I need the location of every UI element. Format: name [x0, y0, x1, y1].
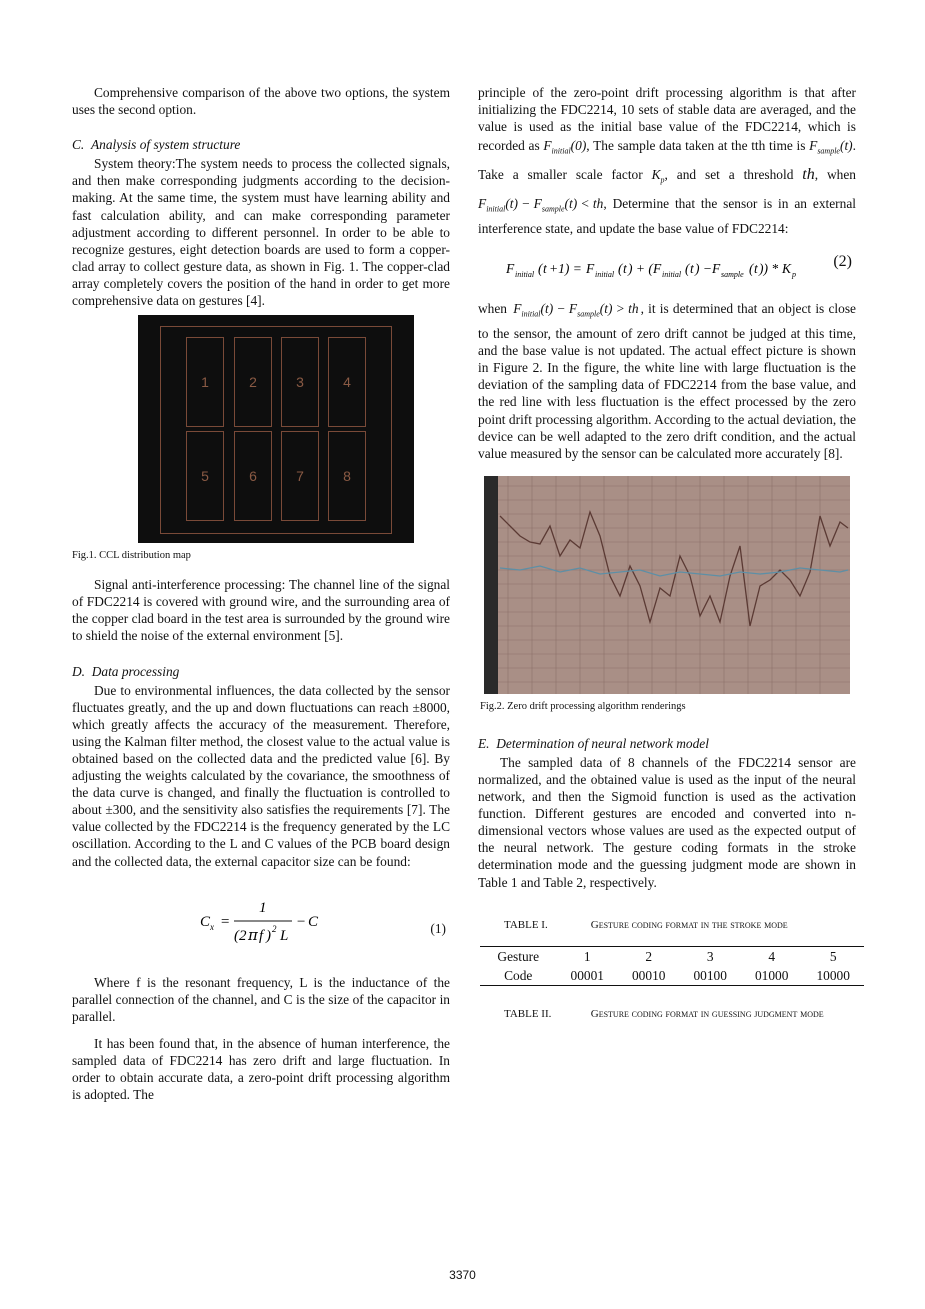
svg-text:(2: (2	[234, 927, 247, 944]
svg-text:sample: sample	[721, 270, 744, 280]
svg-text:1: 1	[259, 899, 267, 916]
table-cell: 4	[741, 946, 802, 966]
svg-text:t: t	[754, 261, 758, 277]
formula-f-sample-t: $F_{sample}(t)$	[809, 138, 853, 156]
equation-1-number: (1)	[430, 920, 446, 936]
principle-paragraph	[478, 84, 856, 237]
svg-text:p: p	[792, 270, 796, 280]
svg-text:C: C	[200, 913, 211, 930]
equation-2	[478, 237, 856, 299]
table-cell: 00010	[618, 966, 679, 986]
page-number: 3370	[449, 1268, 476, 1282]
table-2-number: TABLE II.	[504, 1007, 552, 1020]
svg-text:initial: initial	[595, 270, 615, 280]
equation-1-formula	[192, 892, 452, 952]
table-cell: Gesture	[480, 946, 557, 966]
ccl-pad-1: 1	[186, 337, 224, 427]
zero-drift-chart	[484, 476, 850, 694]
table-cell: 3	[679, 946, 740, 966]
table-cell: Code	[480, 966, 557, 986]
equation-2-number: (2)	[833, 253, 852, 271]
when-text-b: , it is determined that an object is close to the sensor, the amount of zero drift cannot be judged at this time, and the base value is not updated. The actual effect picture is shown in Figure 2. In the figure, the white line with large fluctuation is the deviation of the sampling data of FDC2214 from the base value, and the red line with less fluctuation is the effect processed by the zero point drift processing algorithm. According to the actual deviation, the device can be well adapted to the zero drift condition, and the actual value measured by the sensor can be calculated more accurately [8].	[478, 301, 856, 461]
svg-text:f: f	[259, 927, 264, 944]
where-paragraph: Where f is the resonant frequency, L is the inductance of the parallel connection of the channel, and C is the size of the capacitor in parallel.	[72, 974, 450, 1024]
table-cell: 00100	[679, 966, 740, 986]
principle-text-f: , Determine that the sensor is in an external interference state, and update the base value of FDC2214:	[478, 195, 856, 237]
principle-text-e: , when	[814, 166, 856, 182]
ccl-pad-3: 3	[281, 337, 319, 427]
ccl-pad-4: 4	[328, 337, 366, 427]
principle-text-b: , The sample data taken at the tth time is	[586, 138, 806, 154]
table-1-code-row	[480, 966, 864, 986]
neural-network-paragraph: The sampled data of 8 channels of the FDC2214 sensor are normalized, and the obtained value is used as the input of the neural network, and then the Sigmoid function is used as the activation function. Different gestures are encoded and converted into n-dimensional vectors whose values are used as the expected output of the neural network. The gesture coding formats in the stroke determination mode and the guessing judgment mode are shown in Table 1 and Table 2, respectively.	[478, 754, 856, 890]
formula-f-initial-0: $F_{initial}(0)$	[543, 138, 587, 156]
intro-paragraph: Comprehensive comparison of the above two options, the system uses the second option.	[72, 85, 450, 118]
svg-text:F: F	[506, 261, 515, 277]
svg-text:−: −	[296, 913, 307, 930]
when-text-a: when	[478, 301, 508, 317]
svg-text:+1) =: +1) =	[549, 261, 582, 277]
figure-1-ccl-map	[138, 315, 414, 543]
svg-text:initial: initial	[662, 270, 682, 280]
ccl-pad-8: 8	[328, 431, 366, 521]
svg-text:): )	[266, 927, 271, 944]
ccl-pad-6: 6	[234, 431, 272, 521]
left-column	[72, 84, 450, 1103]
figure-1-caption: Fig.1. CCL distribution map	[72, 550, 191, 562]
table-cell: 5	[802, 946, 864, 966]
svg-text:t: t	[623, 261, 627, 277]
principle-text-a: principle of the zero-point drift processing algorithm is that after initializing the FDC2214, 10 sets of stable data are averaged, and the value is used as the initial base value of the FDC2214, which is recorded as	[478, 85, 856, 154]
table-1-number: TABLE I.	[504, 918, 548, 931]
zero-drift-intro-paragraph: It has been found that, in the absence of human interference, the sampled data of FDC2214 has zero drift and large fluctuation. In order to obtain accurate data, a zero-point drift processing algorithm is adopted. The	[72, 1035, 450, 1103]
svg-text:(: (	[685, 261, 690, 277]
svg-text:F: F	[586, 261, 595, 277]
svg-text:K: K	[782, 261, 792, 277]
svg-text:(: (	[618, 261, 623, 277]
data-processing-paragraph: Due to environmental influences, the data collected by the sensor fluctuates greatly, and the up and down fluctuations can reach ±8000, which greatly affects the accuracy of the measurement. Therefore, using the Kalman filter method, the closest value to the actual value is obtained based on the collected data and the predicted value [6]. By adjusting the weights calculated by the covariance, the smoothness of the data curve is changed, and finally the fluctuation is controlled to about ±300, and the sensitivity also satisfies the requirements [7]. The value collected by the FDC2214 is the frequency generated by the LC oscillation. According to the L and C values of the PCB board design and the collected data, the external capacitor size can be found:	[72, 682, 450, 869]
table-cell: 00001	[557, 966, 618, 986]
svg-text:) + (: ) + (	[628, 261, 653, 277]
formula-kp: $K_p$	[651, 166, 665, 185]
principle-text-c: . Take a smaller scale factor	[478, 138, 856, 182]
svg-text:(: (	[538, 261, 543, 277]
svg-text:=: =	[220, 913, 231, 930]
equation-1	[72, 870, 450, 960]
table-cell: 2	[618, 946, 679, 966]
svg-text:π: π	[248, 925, 258, 944]
figure-2-caption: Fig.2. Zero drift processing algorithm renderings	[480, 700, 686, 712]
table-1-header-row	[480, 946, 864, 966]
table-cell: 10000	[802, 966, 864, 986]
svg-text:x: x	[210, 921, 214, 932]
table-1-title: Gesture coding format in the stroke mode	[590, 918, 788, 931]
svg-text:)) *: )) *	[759, 261, 779, 277]
figure-2-zero-drift-plot	[484, 476, 850, 694]
table-cell: 01000	[741, 966, 802, 986]
svg-text:t: t	[543, 261, 547, 277]
svg-text:F: F	[653, 261, 662, 277]
section-c-heading: C. Analysis of system structure	[72, 137, 241, 153]
formula-condition-less: $F_{initial}(t) - F_{sample}(t)$ < th	[478, 195, 604, 214]
ccl-pad-2: 2	[234, 337, 272, 427]
formula-condition-greater: $F_{initial}(t) - F_{sample}(t)$ > th	[513, 301, 639, 320]
table-1-gesture-coding	[480, 946, 864, 986]
when-paragraph	[478, 299, 856, 461]
svg-text:F: F	[712, 261, 721, 277]
table-2-title: Gesture coding format in guessing judgment mode	[590, 1007, 824, 1020]
formula-th: th	[802, 165, 815, 183]
system-theory-paragraph: System theory:The system needs to process the collected signals, and then make corresponding judgments according to the decision-making. At the same time, the system must have learning ability and fast calculation ability, and can make corresponding parameter adjustment according to different personnel. In order to be able to recognize gestures, eight detection boards are used to form a copper-clad array to collect gesture data, as shown in Fig. 1. The copper-clad array completely covers the position of the hand in order to get more comprehensive data on gestures [4].	[72, 156, 450, 309]
svg-text:2: 2	[272, 923, 277, 934]
svg-text:) −: ) −	[695, 261, 712, 277]
svg-text:(: (	[749, 261, 754, 277]
ccl-pad-5: 5	[186, 431, 224, 521]
section-d-heading: D. Data processing	[72, 663, 180, 679]
table-1-caption	[478, 917, 856, 934]
svg-text:initial: initial	[515, 270, 535, 280]
ccl-pad-7: 7	[281, 431, 319, 521]
svg-text:L: L	[280, 927, 289, 944]
svg-text:C: C	[308, 913, 319, 930]
signal-paragraph: Signal anti-interference processing: The channel line of the signal of FDC2214 is covered with ground wire, and the surrounding area of the copper clad board in the test area is surrounded by the ground wire to shield the noise of the external environment [5].	[72, 577, 450, 644]
principle-text-d: , and set a threshold	[664, 166, 794, 182]
section-e-heading: E. Determination of neural network model	[478, 735, 709, 751]
table-2-caption	[478, 1006, 856, 1023]
svg-text:t: t	[690, 261, 694, 277]
equation-2-formula	[506, 251, 816, 291]
table-cell: 1	[557, 946, 618, 966]
right-column	[478, 84, 856, 1035]
